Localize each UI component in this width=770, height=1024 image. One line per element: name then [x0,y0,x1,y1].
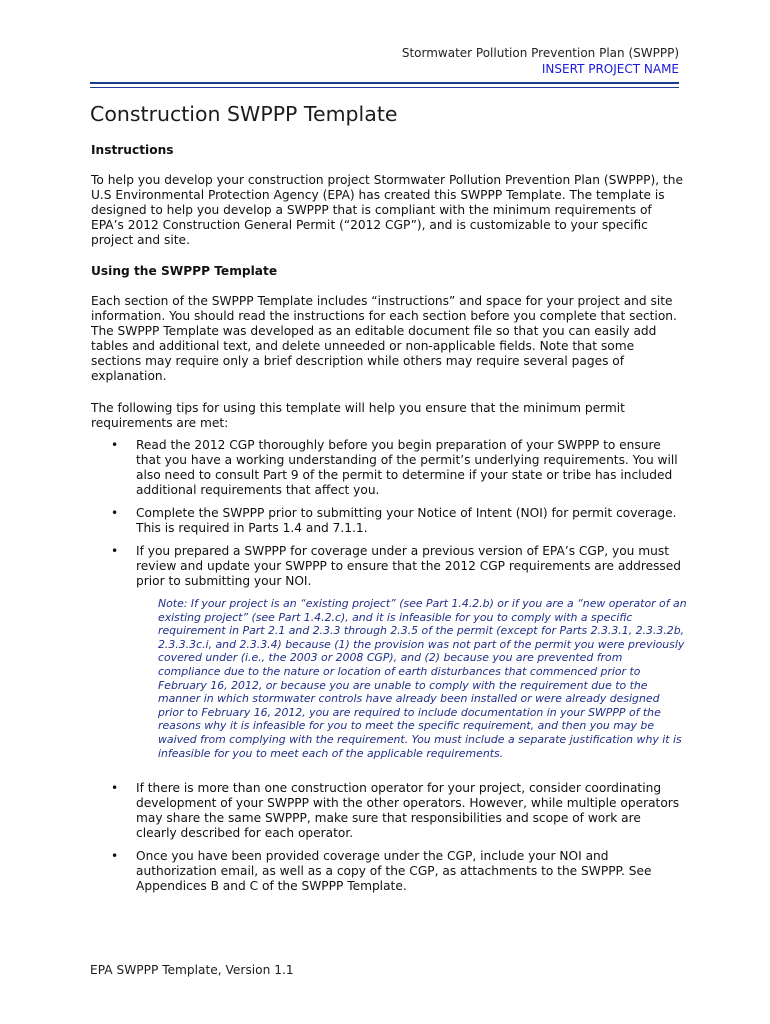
bullet-icon: • [111,849,119,863]
list-item-text: Read the 2012 CGP thoroughly before you begin preparation of your SWPPP to ensure that you have a working understanding of the permit’s underlying requirements. You will also need to consult Part 9 of the permit to determine if your state or tribe has included additional requirements that affect you. [136,438,678,497]
list-item [91,506,683,536]
list-item-text: Once you have been provided coverage under the CGP, include your NOI and authorization email, as well as a copy of the CGP, as attachments to the SWPPP. See Appendices B and C of the SWPPP Template. [136,849,652,893]
tips-list-continued [91,781,683,902]
list-item-text: If you prepared a SWPPP for coverage under a previous version of EPA’s CGP, you must review and update your SWPPP to ensure that the 2012 CGP requirements are addressed prior to submitting your NOI. [136,544,681,588]
list-item-text: Complete the SWPPP prior to submitting your Notice of Intent (NOI) for permit coverage. This is required in Parts 1.4 and 7.1.1. [136,506,677,535]
header-rule-thick [90,82,679,84]
bullet-icon: • [111,506,119,520]
header-doc-name: Stormwater Pollution Prevention Plan (SWPPP) [401,46,679,60]
list-item [91,544,683,589]
using-paragraph-2: The following tips for using this template will help you ensure that the minimum permit requirements are met: [91,401,625,430]
list-item [91,438,683,498]
tips-list [91,438,683,597]
instructions-section [91,173,683,248]
instructions-text: To help you develop your construction project Stormwater Pollution Prevention Plan (SWPPP), the U.S Environmental Protection Agency (EPA) has created this SWPPP Template. The template is designed to help you develop a SWPPP that is compliant with the minimum requirements of EPA’s 2012 Construction General Permit (“2012 CGP”), and is customizable to your specific project and site. [91,173,683,247]
instructions-heading [91,143,683,158]
bullet-icon: • [111,781,119,795]
section-heading: Using the SWPPP Template [91,264,278,278]
list-item [91,781,683,841]
list-item-text: If there is more than one construction operator for your project, consider coordinating development of your SWPPP with the other operators. However, while multiple operators may share the same SWPPP, make sure that responsibilities and scope of work are clearly described for each operator. [136,781,680,840]
list-item [91,849,683,894]
tips-intro [91,401,683,431]
section-heading: Instructions [91,143,174,157]
using-section [91,294,683,384]
using-heading [91,264,683,279]
bullet-icon: • [111,438,119,452]
page-footer: EPA SWPPP Template, Version 1.1 [90,963,294,977]
using-paragraph-1: Each section of the SWPPP Template includes “instructions” and space for your project and site information. You should read the instructions for each section before you complete that section. The SWPPP Template was developed as an editable document file so that you can easily add tables and additional text, and delete unneeded or non-applicable fields. Note that some sections may require only a brief description while others may require several pages of explanation. [91,294,677,383]
header-rule-thin [90,87,679,88]
note-callout: Note: If your project is an “existing project” (see Part 1.4.2.b) or if you are a “new operator of an existing project” (see Part 1.4.2.c), and it is infeasible for you to comply with a specific requirement in Part 2.1 and 2.3.3 through 2.3.5 of the permit (except for Parts 2.3.3.1, 2.3.3.2b, 2.3.3.3c.i, and 2.3.3.4) because (1) the provision was not part of the permit you were previously covered under (i.e., the 2003 or 2008 CGP), and (2) because you are prevented from compliance due to the nature or location of earth disturbances that commenced prior to February 16, 2012, or because you are unable to comply with the requirement due to the manner in which stormwater controls have already been installed or were already designed prior to February 16, 2012, you are required to include documentation in your SWPPP of the reasons why it is infeasible for you to meet the specific requirement, and then you may be waived from complying with the requirement. You must include a separate justification why it is infeasible for you to meet each of the applicable requirements. [158,597,687,760]
page-title: Construction SWPPP Template [90,102,398,126]
bullet-icon: • [111,544,119,558]
header-project-name: INSERT PROJECT NAME [541,62,679,76]
